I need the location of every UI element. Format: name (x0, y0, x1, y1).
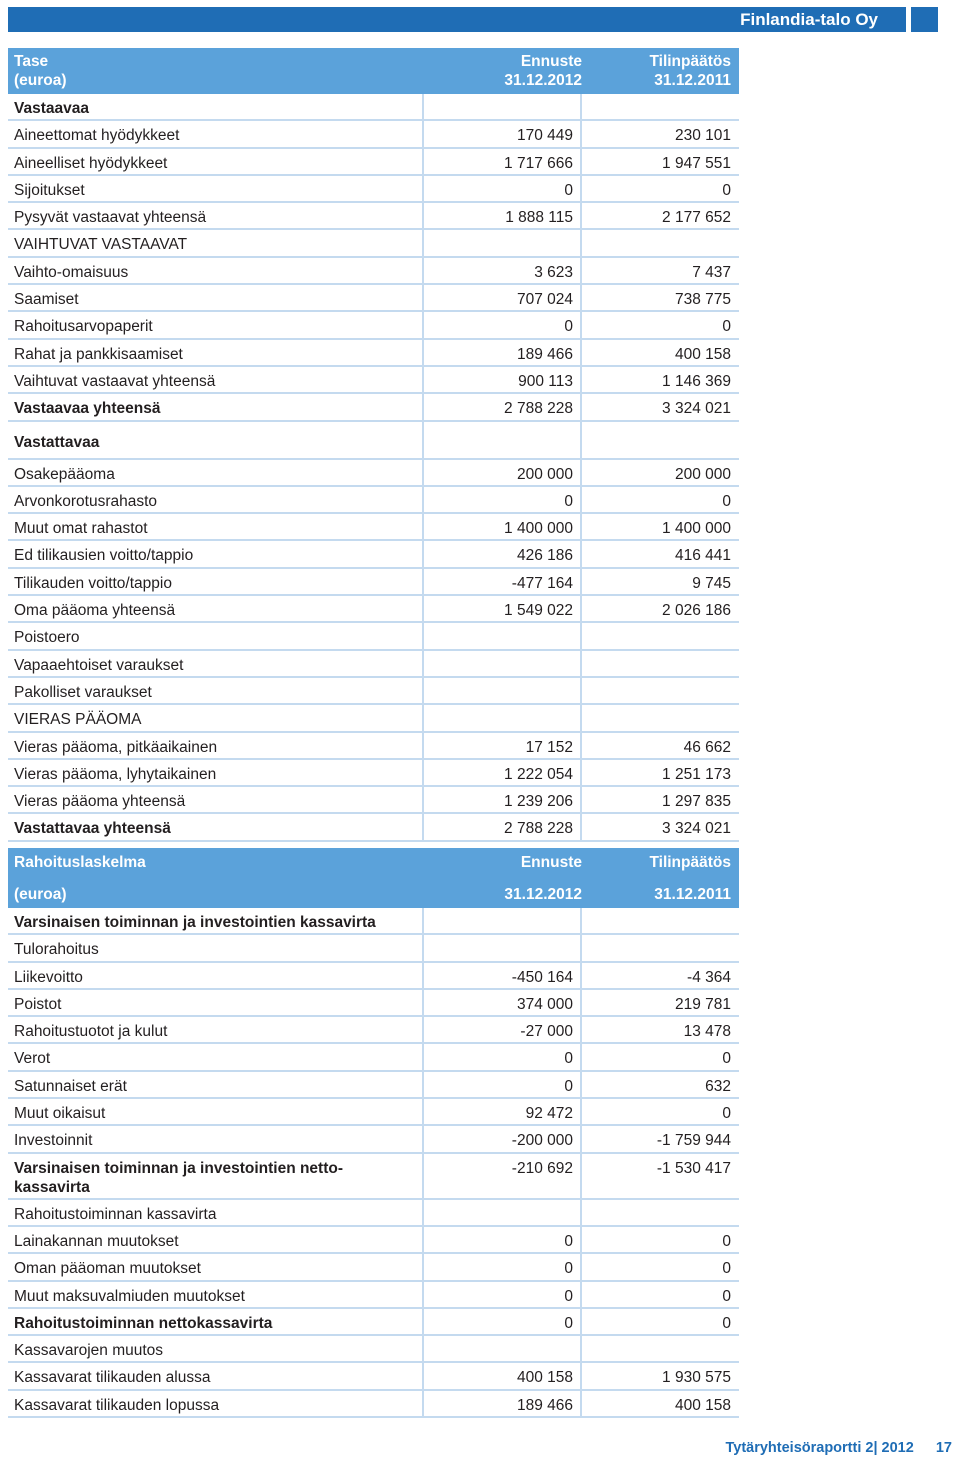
table-row (8, 733, 739, 760)
forecast-value: 707 024 (516, 291, 573, 309)
row-label-text: Lainakannan muutokset (14, 1232, 179, 1250)
table-row (8, 760, 739, 787)
table-row (8, 514, 739, 541)
actual-value: 400 158 (674, 345, 731, 363)
row-label-text: Satunnaiset erät (14, 1077, 127, 1095)
cashflow-col1-label: Ennuste (520, 854, 582, 871)
table-row (8, 935, 739, 962)
row-label-text: Rahat ja pankkisaamiset (14, 345, 183, 363)
actual-value: 0 (722, 1287, 731, 1305)
row-label (14, 765, 216, 784)
table-row (8, 678, 739, 705)
row-label-text: Tilikauden voitto/tappio (14, 574, 172, 592)
cashflow-rows (8, 908, 739, 1418)
table-row (8, 1309, 739, 1336)
balance-col1-date: 31.12.2012 (504, 72, 582, 89)
table-row (8, 1044, 739, 1071)
row-label (14, 154, 167, 173)
column-divider (580, 1200, 582, 1227)
column-divider (422, 1336, 424, 1363)
row-label-text: Aineelliset hyödykkeet (14, 154, 168, 172)
forecast-value: 92 472 (525, 1105, 573, 1123)
actual-value: 0 (722, 1260, 731, 1278)
cashflow-col1-date: 31.12.2012 (504, 886, 582, 903)
actual-value: 0 (722, 1232, 731, 1250)
row-label (14, 263, 128, 282)
table-row (8, 203, 739, 230)
footer-period: 2| 2012 (865, 1440, 914, 1456)
row-label-text: Sijoitukset (14, 181, 85, 199)
row-label (14, 399, 161, 418)
table-row (8, 1126, 739, 1153)
column-divider (580, 908, 582, 935)
row-label-text: Poistoero (14, 629, 80, 647)
forecast-value: 1 717 666 (504, 154, 573, 172)
table-row (8, 651, 739, 678)
forecast-value: 200 000 (516, 465, 573, 483)
actual-value: 1 947 551 (662, 154, 731, 172)
row-label-text: Rahoitustoiminnan kassavirta (14, 1205, 217, 1223)
balance-col1-label: Ennuste (520, 53, 582, 70)
row-label-text: Varsinaisen toiminnan ja investointien kassavirta (14, 914, 376, 931)
actual-value: 9 745 (692, 574, 731, 592)
column-divider (580, 651, 582, 678)
actual-value: -4 364 (687, 968, 731, 986)
table-row (8, 1154, 739, 1200)
column-divider (580, 935, 582, 962)
row-label-text: Osakepääoma (14, 465, 115, 483)
column-divider (422, 678, 424, 705)
forecast-value: 0 (564, 1077, 573, 1095)
row-label (14, 819, 171, 838)
row-label-text: Kassavarat tilikauden alussa (14, 1369, 211, 1387)
row-label (14, 601, 175, 620)
row-label (14, 126, 179, 145)
forecast-value: 17 152 (525, 738, 573, 756)
table-row (8, 963, 739, 990)
table-row (8, 1254, 739, 1281)
table-row (8, 787, 739, 814)
actual-value: 2 026 186 (662, 602, 731, 620)
actual-value: 2 177 652 (662, 209, 731, 227)
actual-value: 400 158 (674, 1396, 731, 1414)
row-label (14, 1022, 167, 1041)
forecast-value: 0 (564, 492, 573, 510)
forecast-value: 1 222 054 (504, 765, 573, 783)
row-label-text: Arvonkorotusrahasto (14, 492, 158, 510)
actual-value: 13 478 (683, 1023, 731, 1041)
actual-value: 1 146 369 (662, 372, 731, 390)
row-label-text: Kassavarat tilikauden lopussa (14, 1396, 220, 1414)
actual-value: 0 (722, 181, 731, 199)
row-label (14, 628, 79, 647)
actual-value: 3 324 021 (662, 400, 731, 418)
row-label-text: Vieras pääoma yhteensä (14, 793, 186, 811)
actual-value: 200 000 (674, 465, 731, 483)
column-divider (580, 705, 582, 732)
row-label-text: Oma pääoma yhteensä (14, 602, 176, 620)
row-label (14, 710, 141, 729)
column-divider (422, 623, 424, 650)
table-row (8, 705, 739, 732)
row-label-text: Vastattavaa yhteensä (14, 820, 171, 838)
forecast-value: -450 164 (511, 968, 573, 986)
forecast-value: 400 158 (516, 1369, 573, 1387)
table-row (8, 367, 739, 394)
row-label (14, 792, 185, 811)
forecast-value: 0 (564, 1287, 573, 1305)
actual-value: 7 437 (692, 263, 731, 281)
table-row (8, 596, 739, 623)
row-label-text: Varsinaisen toiminnan ja investointien netto- (14, 1159, 344, 1177)
forecast-value: 2 788 228 (504, 820, 573, 838)
table-row (8, 1017, 739, 1044)
balance-header (8, 48, 739, 94)
column-divider (422, 230, 424, 257)
row-label-text: Tulorahoitus (14, 941, 99, 959)
cashflow-col2-label: Tilinpäätös (649, 854, 731, 871)
forecast-value: -477 164 (511, 574, 573, 592)
row-label-text: Vastaavaa yhteensä (14, 400, 161, 418)
cashflow-col2-date: 31.12.2011 (654, 886, 731, 903)
forecast-value: 189 466 (516, 345, 573, 363)
table-row (8, 394, 739, 421)
page-footer (725, 1440, 952, 1456)
row-label (14, 968, 83, 987)
forecast-value: 3 623 (534, 263, 573, 281)
cashflow-title: Rahoituslaskelma (14, 854, 146, 871)
forecast-value: 0 (564, 1050, 573, 1068)
actual-value: 0 (722, 492, 731, 510)
column-divider (422, 705, 424, 732)
row-label-text: Vaihto-omaisuus (14, 263, 129, 281)
actual-value: -1 759 944 (656, 1132, 731, 1150)
row-label-text: Rahoitustoiminnan nettokassavirta (14, 1314, 273, 1332)
row-label (14, 1232, 179, 1251)
column-divider (580, 623, 582, 650)
row-label (14, 465, 115, 484)
table-row (8, 814, 739, 841)
forecast-value: 0 (564, 318, 573, 336)
actual-value: 1 400 000 (662, 520, 731, 538)
forecast-value: 0 (564, 181, 573, 199)
row-label (14, 519, 148, 538)
row-label (14, 656, 183, 675)
row-label (14, 683, 152, 702)
row-label-text: Vastaavaa (14, 100, 89, 117)
row-label-text: Vieras pääoma, lyhytaikainen (14, 765, 217, 783)
row-label-text: Pysyvät vastaavat yhteensä (14, 209, 207, 227)
table-row (8, 340, 739, 367)
table-row (8, 1391, 739, 1418)
forecast-value: 374 000 (516, 995, 573, 1013)
row-label-text: Oman pääoman muutokset (14, 1260, 201, 1278)
row-label (14, 208, 206, 227)
table-row (8, 990, 739, 1017)
balance-rows (8, 94, 739, 842)
table-row (8, 149, 739, 176)
row-label-text: Vapaaehtoiset varaukset (14, 656, 184, 674)
actual-value: 1 930 575 (662, 1369, 731, 1387)
table-row (8, 569, 739, 596)
table-row (8, 1336, 739, 1363)
table-row (8, 121, 739, 148)
row-label-text: Pakolliset varaukset (14, 683, 152, 701)
table-row (8, 1200, 739, 1227)
company-name: Finlandia-talo Oy (740, 10, 878, 29)
table-row (8, 230, 739, 257)
forecast-value: 0 (564, 1314, 573, 1332)
table-row (8, 1282, 739, 1309)
column-divider (580, 422, 582, 460)
company-header-bar (8, 7, 906, 32)
row-label (14, 317, 153, 336)
forecast-value: 1 549 022 (504, 602, 573, 620)
actual-value: 738 775 (674, 291, 731, 309)
row-label-text: Investoinnit (14, 1132, 93, 1150)
row-label (14, 1259, 201, 1278)
row-label-text: Muut maksuvalmiuden muutokset (14, 1287, 245, 1305)
row-label-text: Aineettomat hyödykkeet (14, 127, 180, 145)
row-label (14, 181, 85, 200)
row-label (14, 345, 183, 364)
column-divider (422, 908, 424, 935)
row-label (14, 940, 99, 959)
column-divider (422, 935, 424, 962)
table-row (8, 623, 739, 650)
row-label-text: Vastattavaa (14, 433, 100, 451)
balance-title: Tase (14, 53, 49, 70)
row-label (14, 1341, 163, 1360)
forecast-value: 900 113 (518, 372, 573, 390)
row-label (14, 433, 99, 452)
row-label-text: Verot (14, 1050, 51, 1068)
row-label (14, 1314, 272, 1333)
column-divider (422, 94, 424, 121)
table-row (8, 94, 739, 121)
row-label (14, 1287, 245, 1306)
actual-value: 219 781 (674, 995, 731, 1013)
page-number: 17 (935, 1440, 952, 1456)
forecast-value: 0 (564, 1260, 573, 1278)
actual-value: 1 297 835 (662, 793, 731, 811)
table-row (8, 908, 739, 935)
column-divider (422, 422, 424, 460)
row-label-text: Ed tilikausien voitto/tappio (14, 547, 194, 565)
table-row (8, 460, 739, 487)
table-row (8, 312, 739, 339)
row-label (14, 738, 217, 757)
actual-value: 0 (722, 1050, 731, 1068)
forecast-value: 1 239 206 (504, 793, 573, 811)
forecast-value: 0 (564, 1232, 573, 1250)
column-divider (580, 678, 582, 705)
row-label-text: Liikevoitto (14, 968, 83, 986)
table-row (8, 1072, 739, 1099)
row-label (14, 235, 187, 254)
column-divider (422, 651, 424, 678)
row-label (14, 290, 79, 309)
forecast-value: -27 000 (520, 1023, 573, 1041)
forecast-value: 1 400 000 (504, 520, 573, 538)
row-label (14, 492, 157, 511)
header-accent-square (911, 7, 938, 32)
footer-report-name: Tytäryhteisöraportti (725, 1440, 862, 1456)
actual-value: 1 251 173 (662, 765, 731, 783)
table-row (8, 1227, 739, 1254)
row-label-text: Muut omat rahastot (14, 520, 148, 538)
row-label (14, 372, 215, 391)
column-divider (580, 1336, 582, 1363)
row-label-text: Poistot (14, 995, 62, 1013)
forecast-value: 189 466 (516, 1396, 573, 1414)
actual-value: 46 662 (683, 738, 731, 756)
row-label-text-line2: kassavirta (14, 1178, 90, 1196)
row-label-text: Rahoitustuotot ja kulut (14, 1023, 168, 1041)
balance-sheet-table (8, 48, 739, 842)
row-label (14, 1368, 210, 1387)
row-label (14, 99, 89, 118)
table-row (8, 285, 739, 312)
row-label (14, 1049, 50, 1068)
table-row (8, 1099, 739, 1126)
balance-col2-label: Tilinpäätös (649, 53, 731, 70)
table-row (8, 176, 739, 203)
row-label-text: Vieras pääoma, pitkäaikainen (14, 738, 218, 756)
row-label (14, 1131, 92, 1150)
row-label (14, 1159, 343, 1197)
row-label (14, 1104, 105, 1123)
table-row (8, 541, 739, 568)
row-label (14, 1396, 219, 1415)
cashflow-table (8, 848, 739, 1418)
row-label-text: Saamiset (14, 291, 79, 309)
row-label (14, 1077, 127, 1096)
table-row (8, 422, 739, 460)
row-label (14, 995, 61, 1014)
forecast-value: -210 692 (511, 1159, 573, 1177)
actual-value: 230 101 (674, 127, 731, 145)
forecast-value: 170 449 (516, 127, 573, 145)
actual-value: 632 (705, 1077, 731, 1095)
balance-unit: (euroa) (14, 72, 67, 89)
row-label-text: VIERAS PÄÄOMA (14, 711, 142, 729)
row-label-text: Rahoitusarvopaperit (14, 318, 153, 336)
column-divider (580, 94, 582, 121)
actual-value: 416 441 (674, 547, 731, 565)
forecast-value: 426 186 (516, 547, 573, 565)
column-divider (580, 230, 582, 257)
actual-value: -1 530 417 (656, 1159, 731, 1177)
cashflow-header (8, 848, 739, 908)
table-row (8, 487, 739, 514)
row-label (14, 574, 172, 593)
row-label (14, 913, 376, 932)
actual-value: 0 (722, 318, 731, 336)
actual-value: 3 324 021 (662, 820, 731, 838)
actual-value: 0 (722, 1105, 731, 1123)
cashflow-unit: (euroa) (14, 886, 67, 903)
balance-col2-date: 31.12.2011 (654, 72, 731, 89)
forecast-value: 2 788 228 (504, 400, 573, 418)
row-label (14, 546, 193, 565)
table-row (8, 1363, 739, 1390)
column-divider (422, 1200, 424, 1227)
row-label-text: Kassavarojen muutos (14, 1342, 164, 1360)
row-label (14, 1205, 216, 1224)
actual-value: 0 (722, 1314, 731, 1332)
forecast-value: -200 000 (511, 1132, 573, 1150)
forecast-value: 1 888 115 (505, 209, 573, 227)
row-label-text: Vaihtuvat vastaavat yhteensä (14, 372, 216, 390)
row-label-text: VAIHTUVAT VASTAAVAT (14, 236, 188, 254)
row-label-text: Muut oikaisut (14, 1105, 106, 1123)
table-row (8, 258, 739, 285)
